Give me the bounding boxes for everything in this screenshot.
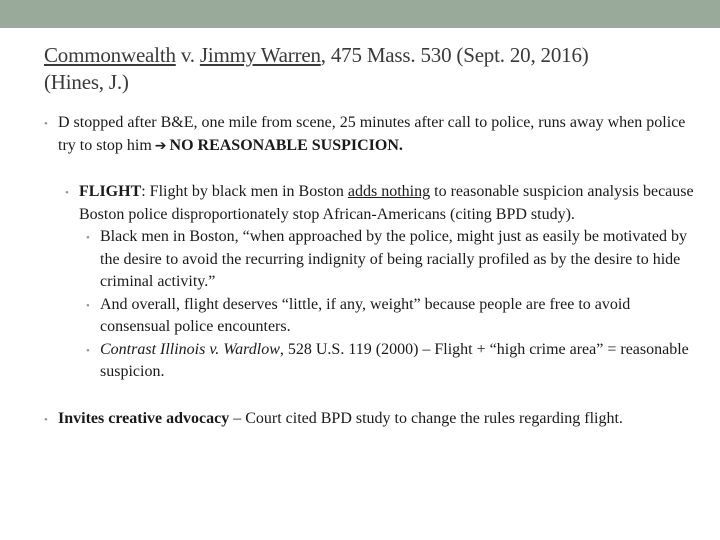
- bullet-dot-icon: •: [86, 344, 90, 357]
- bullet-dot-icon: •: [44, 413, 48, 426]
- bullet-dot-icon: •: [86, 232, 90, 244]
- invites-advocacy-bold: Invites creative advocacy: [58, 409, 230, 427]
- top-color-band: [0, 0, 720, 28]
- versus-text: v.: [175, 43, 200, 67]
- facts-text: D stopped after B&E, one mile from scene, 25 minutes after call to police, runs away when police try to stop him: [58, 114, 686, 154]
- bullet-dot-icon: •: [86, 299, 90, 312]
- bullet-contrast-wardlow: [86, 339, 694, 384]
- right-arrow-icon: ➔: [154, 137, 167, 154]
- adds-nothing-text: adds nothing: [347, 183, 431, 200]
- flight-text-1: : Flight by black men in Boston: [141, 183, 348, 200]
- citation-text: , 475 Mass. 530 (Sept. 20, 2016): [320, 43, 589, 67]
- bullet-little-weight: [86, 294, 694, 339]
- contrast-wardlow-italic: Contrast Illinois v. Wardlow: [100, 340, 280, 358]
- judge-text: (Hines, J.): [44, 70, 129, 94]
- bullet-black-men-quote: [86, 226, 694, 294]
- case-name-warren: Jimmy Warren: [199, 43, 321, 67]
- slide-title: [44, 42, 684, 96]
- flight-text-2: to reasonable suspicion analysis because Boston police disproportionately stop African-Americans (citing BPD study).: [79, 183, 694, 223]
- bullet-invites-advocacy: [44, 408, 694, 431]
- facts-conclusion: NO REASONABLE SUSPICION.: [169, 136, 403, 154]
- bullet-dot-icon: •: [65, 187, 69, 199]
- contrast-wardlow-text: , 528 U.S. 119 (2000) – Flight + “high crime area” = reasonable suspicion.: [100, 340, 689, 380]
- bullet-facts: [44, 112, 694, 157]
- case-name-commonwealth: Commonwealth: [44, 43, 176, 67]
- black-men-quote-text: Black men in Boston, “when approached by the police, might just as easily be motivated by the desire to avoid the recurring indignity of being racially profiled as by the desire to hide criminal activity.”: [100, 228, 687, 290]
- slide-body: [44, 112, 694, 430]
- invites-advocacy-text: – Court cited BPD study to change the rules regarding flight.: [229, 409, 623, 427]
- flight-label: FLIGHT: [79, 183, 142, 200]
- little-weight-text: And overall, flight deserves “little, if any, weight” because people are free to avoid consensual police encounters.: [100, 295, 631, 335]
- flight-section: [65, 181, 694, 384]
- bullet-flight: [65, 181, 694, 226]
- bullet-dot-icon: •: [44, 118, 48, 130]
